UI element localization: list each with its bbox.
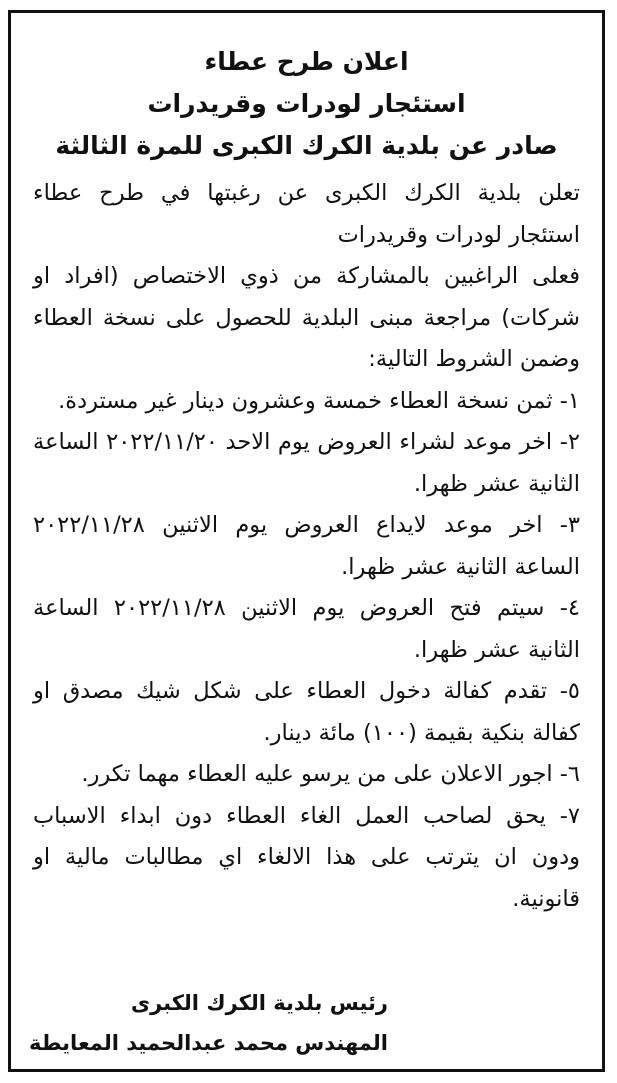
condition-item-7: ٧- يحق لصاحب العمل الغاء العطاء دون ابداء الاسباب ودون ان يترتب على هذا الالغاء اي مطالبات مالية او قانونية. bbox=[33, 802, 580, 912]
header-title: اعلان طرح عطاء bbox=[204, 47, 409, 76]
announcement-frame bbox=[8, 10, 605, 1072]
condition-item-3: ٣- اخر موعد لايداع العروض يوم الاثنين ٢٠٢٢/١١/٢٨ الساعة الثانية عشر ظهرا. bbox=[33, 512, 580, 580]
announcement-content bbox=[33, 41, 580, 920]
condition-item-6: ٦- اجور الاعلان على من يرسو عليه العطاء مهما تكرر. bbox=[81, 761, 580, 787]
signature-block bbox=[29, 983, 388, 1063]
condition-item-2: ٢- اخر موعد لشراء العروض يوم الاحد ٢٠٢٢/١١/٢٠ الساعة الثانية عشر ظهرا. bbox=[33, 429, 580, 497]
header-issuer: صادر عن بلدية الكرك الكبرى للمرة الثالثة bbox=[55, 131, 558, 160]
header-subject: استئجار لودرات وقريدرات bbox=[147, 89, 466, 118]
condition-item-4: ٤- سيتم فتح العروض يوم الاثنين ٢٠٢٢/١١/٢٨ الساعة الثانية عشر ظهرا. bbox=[33, 595, 580, 663]
intro-paragraph: تعلن بلدية الكرك الكبرى عن رغبتها في طرح عطاء استئجار لودرات وقريدرات bbox=[33, 180, 580, 248]
announcement-body bbox=[33, 173, 580, 920]
announcement-header bbox=[33, 41, 580, 167]
invitation-paragraph: فعلى الراغبين بالمشاركة من ذوي الاختصاص (افراد او شركات) مراجعة مبنى البلدية للحصول على نسخة العطاء وضمن الشروط التالية: bbox=[33, 263, 580, 372]
signature-title: رئيس بلدية الكرك الكبرى bbox=[130, 991, 388, 1015]
condition-item-1: ١- ثمن نسخة العطاء خمسة وعشرون دينار غير مستردة. bbox=[58, 387, 580, 414]
condition-item-5: ٥- تقدم كفالة دخول العطاء على شكل شيك مصدق او كفالة بنكية بقيمة (١٠٠) مائة دينار. bbox=[33, 678, 580, 746]
signature-name: المهندس محمد عبدالحميد المعايطة bbox=[28, 1031, 388, 1055]
